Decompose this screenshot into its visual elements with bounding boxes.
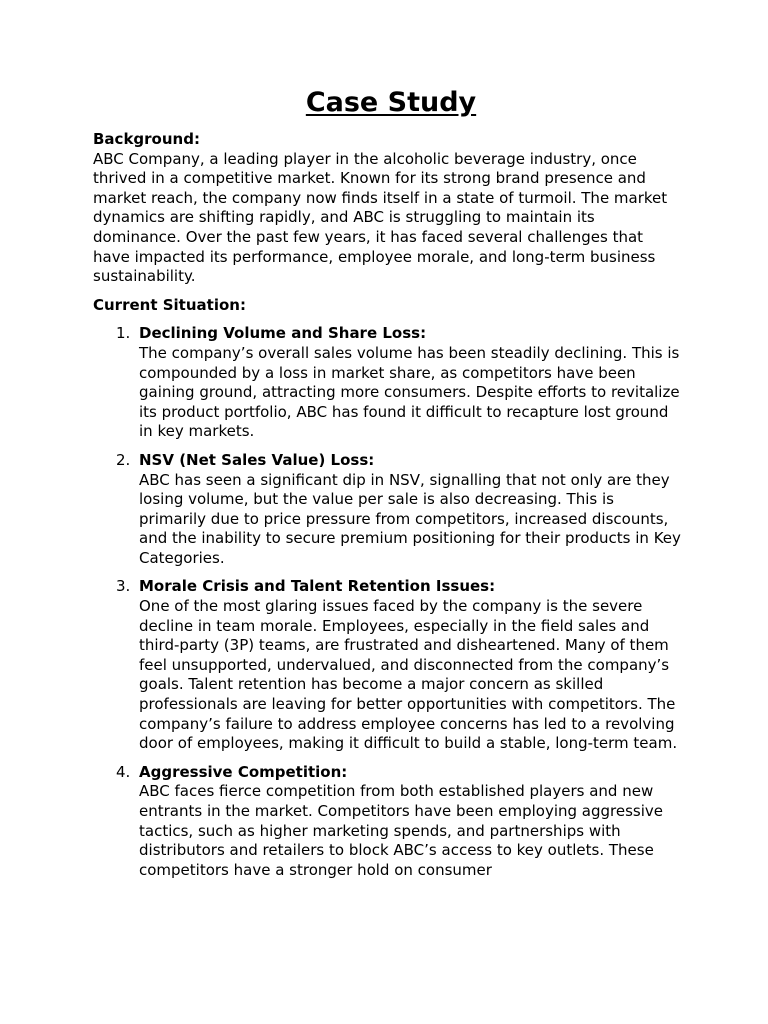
- list-item-number: 2.: [116, 450, 131, 469]
- list-item-title: Aggressive Competition:: [139, 762, 348, 781]
- list-item-title: NSV (Net Sales Value) Loss:: [139, 450, 375, 469]
- list-item-number: 3.: [116, 577, 131, 596]
- list-item-text: ABC has seen a significant dip in NSV, signalling that not only are they losing volume, but the value per sale is also decreasing. This is primarily due to price pressure from competitors, increased discounts, and the inability to secure premium positioning for their products in Key Categories.: [139, 470, 681, 567]
- background-section: [93, 130, 683, 287]
- issues-list: [93, 324, 683, 880]
- background-paragraph: ABC Company, a leading player in the alcoholic beverage industry, once thrived in a competitive market. Known for its strong brand presence and market reach, the company now finds itself in a state of turmoil. The market dynamics are shifting rapidly, and ABC is struggling to maintain its dominance. Over the past few years, it has faced several challenges that have impacted its performance, employee morale, and long-term business sustainability.: [93, 149, 668, 286]
- list-item: [93, 763, 683, 881]
- list-item-text: ABC faces fierce competition from both established players and new entrants in the market. Competitors have been employing aggressive tactics, such as higher marketing spends, and partnerships with distributors and retailers to block ABC’s access to key outlets. These competitors have a stronger hold on consumer: [139, 782, 663, 879]
- list-item-title: Declining Volume and Share Loss:: [139, 324, 427, 343]
- document-page: [93, 86, 683, 889]
- list-item: [93, 451, 683, 569]
- background-heading: Background:: [93, 130, 200, 148]
- list-item-number: 4.: [116, 762, 131, 781]
- document-title: Case Study: [305, 87, 477, 118]
- list-item-text: One of the most glaring issues faced by the company is the severe decline in team morale. Employees, especially in the field sales and third-party (3P) teams, are frustrated and disheartened. Many of them feel unsupported, undervalued, and disconnected from the company’s goals. Talent retention has become a major concern as skilled professionals are leaving for better opportunities with competitors. The company’s failure to address employee concerns has led to a revolving door of employees, making it difficult to build a stable, long-term team.: [139, 597, 678, 753]
- list-item-text: The company’s overall sales volume has been steadily declining. This is compounded by a loss in market share, as competitors have been gaining ground, attracting more consumers. Despite efforts to revitalize its product portfolio, ABC has found it difficult to recapture lost ground in key markets.: [139, 343, 680, 441]
- section-spacer: [93, 287, 683, 296]
- list-item: [93, 577, 683, 753]
- list-item-title: Morale Crisis and Talent Retention Issues:: [139, 577, 496, 596]
- current-situation-section: [93, 296, 683, 881]
- current-situation-heading: Current Situation:: [93, 295, 246, 314]
- list-item-number: 1.: [116, 324, 131, 343]
- list-item: [93, 324, 683, 442]
